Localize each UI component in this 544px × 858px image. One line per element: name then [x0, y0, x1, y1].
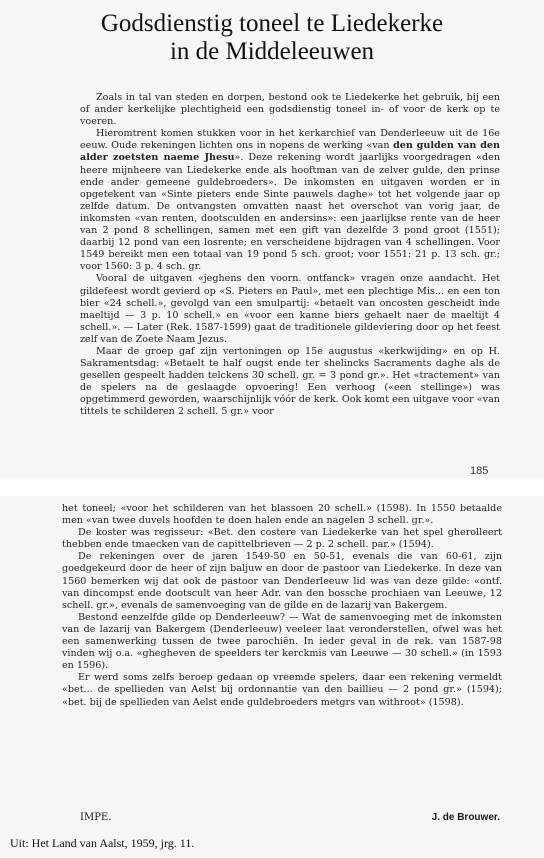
paragraph — [62, 612, 502, 672]
paragraph — [80, 346, 500, 419]
text-run: De rekeningen over de jaren 1549-50 en 50-51, evenals die van 60-61, zijn goedgekeurd door de heer of zijn baljuw en door de pastoor van Liedekerke. In deze van 1560 bemerken wij dat ook de pastoor van Denderleeuw lid was van deze gilde: «ontf. van dincompst ende dootscult van heer Adr. van den bossche prochiaen van Leeuwe, 12 schell. gr.», evenals de samenvoeging van de gilde en de lazarij van Bakergem. — [62, 551, 502, 611]
bold-text: den gulden van den alder zoetsten naeme Jhesu — [80, 140, 500, 164]
text-run: Zoals in tal van steden en dorpen, bestond ook te Liedekerke het gebruik, bij een of ander kerkelijke plechtigheid een godsdienstig toneel in- of voor de kerk op te voeren. — [80, 92, 500, 128]
text-run: Vooral de uitgaven «jeghens den voorn. ontfanck» vragen onze aandacht. Het gildefeest wordt gevierd op «S. Pieters en Paul», met een plechtige Mis... en een ton bier «24 schell.», gevolgd van een smulpartij: «betaelt van oncosten gescheidt inde maeltijd — 3 p. 10 schell.» en «voor een kanne biers gehaelt naer de maeltijt 4 schell.». — Later (Rek. 1587-1599) gaat de traditionele gildeviering door op het feest zelf van de Zoete Naam Jezus. — [80, 273, 500, 345]
paragraph — [62, 527, 502, 551]
paragraph — [62, 503, 502, 527]
text-run: ». Deze rekening wordt jaarlijks voorgedragen «den heere mijnheere van Liedekerke ende als hooftman van de zelver gulde, den prinse ende ander gemeene guldebroeders». De inkomsten en uitgaven worden er in opgetekent van «Sinte pieters ende Sinte pauwels daghe» tot het volgende jaar op zelfde datum. De ontvangsten omvatten naast het overschot van vorig jaar, de inkomsten «van renten, dootsculden en andersins»: een jaarlijkse rente van de heer van 2 pond 8 schellingen, samen met een gift van dezelfde 3 pond groot (1551); daarbij 12 pond van een losrente; en verscheidene bijdragen van 4 schellingen. Voor 1549 bereikt men een totaal van 19 pond 5 sch. groot; voor 1551: 21 p. 13 sch. gr.; voor 1560: 3 p. 4 sch. gr. — [80, 152, 501, 273]
article-body-part-2 — [62, 503, 502, 709]
text-run: Bestond eenzelfde gilde op Denderleeuw? — Wat de samenvoeging met de inkomsten van de lazarij van Bakergem (Denderleeuw) veeleer laat veronderstellen, ofwel was het een samenwerking tussen de twee parochiën. In ieder geval in de rek. van 1587-98 vinden wij o.a. «ghegheven de speelders ter kerckmis van Leeuwe — 30 schell.» (in 1593 en 1596). — [62, 611, 502, 672]
article-title-line-2: in de Middeleeuwen — [169, 38, 375, 65]
article-title-line-1: Godsdienstig toneel te Liedekerke — [100, 10, 444, 37]
author-name: J. de Brouwer. — [431, 812, 500, 823]
article-body-part-1 — [80, 92, 500, 419]
page-break — [0, 478, 544, 496]
text-run: Maar de groep gaf zijn vertoningen op 15e augustus «kerkwijding» en op H. Sakramentsdag: «Betaelt te half ougst ende ter shelincks Sacraments daghe als de gesellen gespeelt hadden telckens 30 schell. gr. = 3 pond gr.». Het «tractement» van de spelers na de geslaagde opvoering! Een verhoog («een stellinge») was opgetimmerd geworden, waarschijnlijk vóór de kerk. Ook komt een uitgave voor «van tittels te schilderen 2 schell. 5 gr.» voor — [80, 345, 500, 418]
paragraph — [80, 128, 500, 273]
paragraph — [62, 551, 502, 611]
paragraph — [62, 672, 502, 708]
paragraph — [80, 273, 500, 346]
text-run: het toneel; «voor het schilderen van het blassoen 20 schell.» (1598). In 1550 betaalde men «van twee duvels hoofden te doen halen ende an nagelen 3 schell. gr.». — [62, 503, 502, 527]
text-run: De koster was regisseur: «Bet. den costere van Liedekerke van het spel gherolleert thebben ende tmaecken van de capittelbrieven — 2 p. 2 schell. par.» (1594). — [62, 527, 502, 551]
page-number: 185 — [470, 465, 489, 477]
text-run: Hieromtrent komen stukken voor in het kerkarchief van Denderleeuw uit de 16e eeuw. Oude rekeningen lichten ons in nopens de werking «van — [80, 128, 500, 152]
source-citation: Uit: Het Land van Aalst, 1959, jrg. 11. — [10, 836, 195, 850]
paragraph — [80, 92, 500, 128]
place-name: IMPE. — [80, 812, 112, 823]
text-run: Er werd soms zelfs beroep gedaan op vreemde spelers, daar een rekening vermeldt «bet... de spellieden van Aelst bij ordonnantie van den baillieu — 2 pond gr.» (1594); «bet. bij de spellieden van Aelst ende guldebroeders metgrs van withroot» (1598). — [62, 672, 502, 708]
